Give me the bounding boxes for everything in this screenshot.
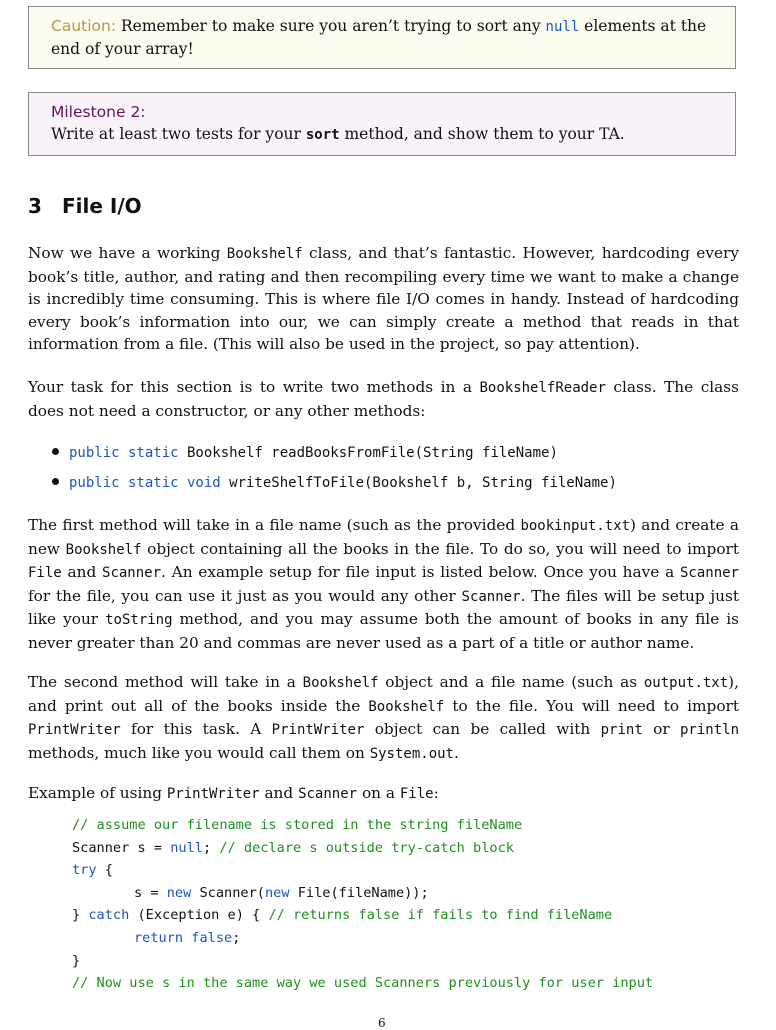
caution-code-null: null [545, 19, 580, 35]
code-line: return false; [134, 929, 241, 946]
caution-box [28, 6, 736, 69]
method-list [52, 441, 742, 501]
page-number: 6 [378, 1016, 386, 1030]
caution-label: Caution: [51, 17, 117, 35]
paragraph-task: Your task for this section is to write two methods in a BookshelfReader class. The class does not need a constructor, or any other methods: [28, 378, 739, 420]
paragraph-first-method: The first method will take in a file name (such as the provided bookinput.txt) and create a new Bookshelf object containing all the books in the file. To do so, you will need to import File and Scanner. An example setup for file input is listed below. Once you have a Scanner for the file, you can use it just as you would any other Scanner. The files will be setup just like your toString method, and you may assume both the amount of books in any file is never greater than 20 and commas are never used as a part of a title or author name. [28, 516, 739, 652]
bullet-icon [52, 448, 59, 455]
milestone-label: Milestone 2: [51, 103, 146, 121]
milestone-text-2: method, and show them to your TA. [339, 125, 625, 143]
caution-text-1: Remember to make sure you aren’t trying to sort any [116, 17, 546, 35]
code-line: } catch (Exception e) { // returns false if fails to find fileName [72, 907, 613, 924]
milestone-text-1: Write at least two tests for your [51, 125, 306, 143]
method-list-item: public static Bookshelf readBooksFromFile(String fileName) [52, 441, 742, 471]
section-heading [28, 194, 142, 218]
code-line: } [72, 952, 81, 969]
code-line: // assume our filename is stored in the string fileName [72, 817, 523, 833]
milestone-code-sort: sort [305, 127, 340, 143]
code-line: // Now use s in the same way we used Scanners previously for user input [72, 975, 654, 992]
paragraph-intro: Now we have a working Bookshelf class, and that’s fantastic. However, hardcoding every book’s title, author, and rating and then recompiling every time we want to make a change is incredibly time consuming. This is where file I/O comes in handy. Instead of hardcoding every book’s information into our, we can simply create a method that reads in that information from a file. (This will also be used in the project, so pay attention). [28, 244, 739, 354]
milestone-box [28, 92, 736, 156]
section-number: 3 [28, 194, 42, 218]
caution-text-2: elements at the end of your array! [51, 17, 707, 58]
paragraph-example-intro: Example of using PrintWriter and Scanner on a File: [28, 784, 439, 802]
code-line: s = new Scanner(new File(fileName)); [134, 884, 429, 901]
code-line: Scanner s = null; // declare s outside try-catch block [72, 839, 514, 856]
bullet-icon [52, 478, 59, 485]
section-title: File I/O [62, 194, 142, 218]
code-listing [72, 814, 752, 995]
code-line: try { [72, 862, 113, 879]
method-list-item: public static void writeShelfToFile(Bookshelf b, String fileName) [52, 471, 742, 501]
paragraph-second-method: The second method will take in a Bookshelf object and a file name (such as output.txt), and print out all of the books inside the Bookshelf to the file. You will need to import PrintWriter for this task. A PrintWriter object can be called with print or println methods, much like you would call them on System.out. [28, 673, 740, 762]
